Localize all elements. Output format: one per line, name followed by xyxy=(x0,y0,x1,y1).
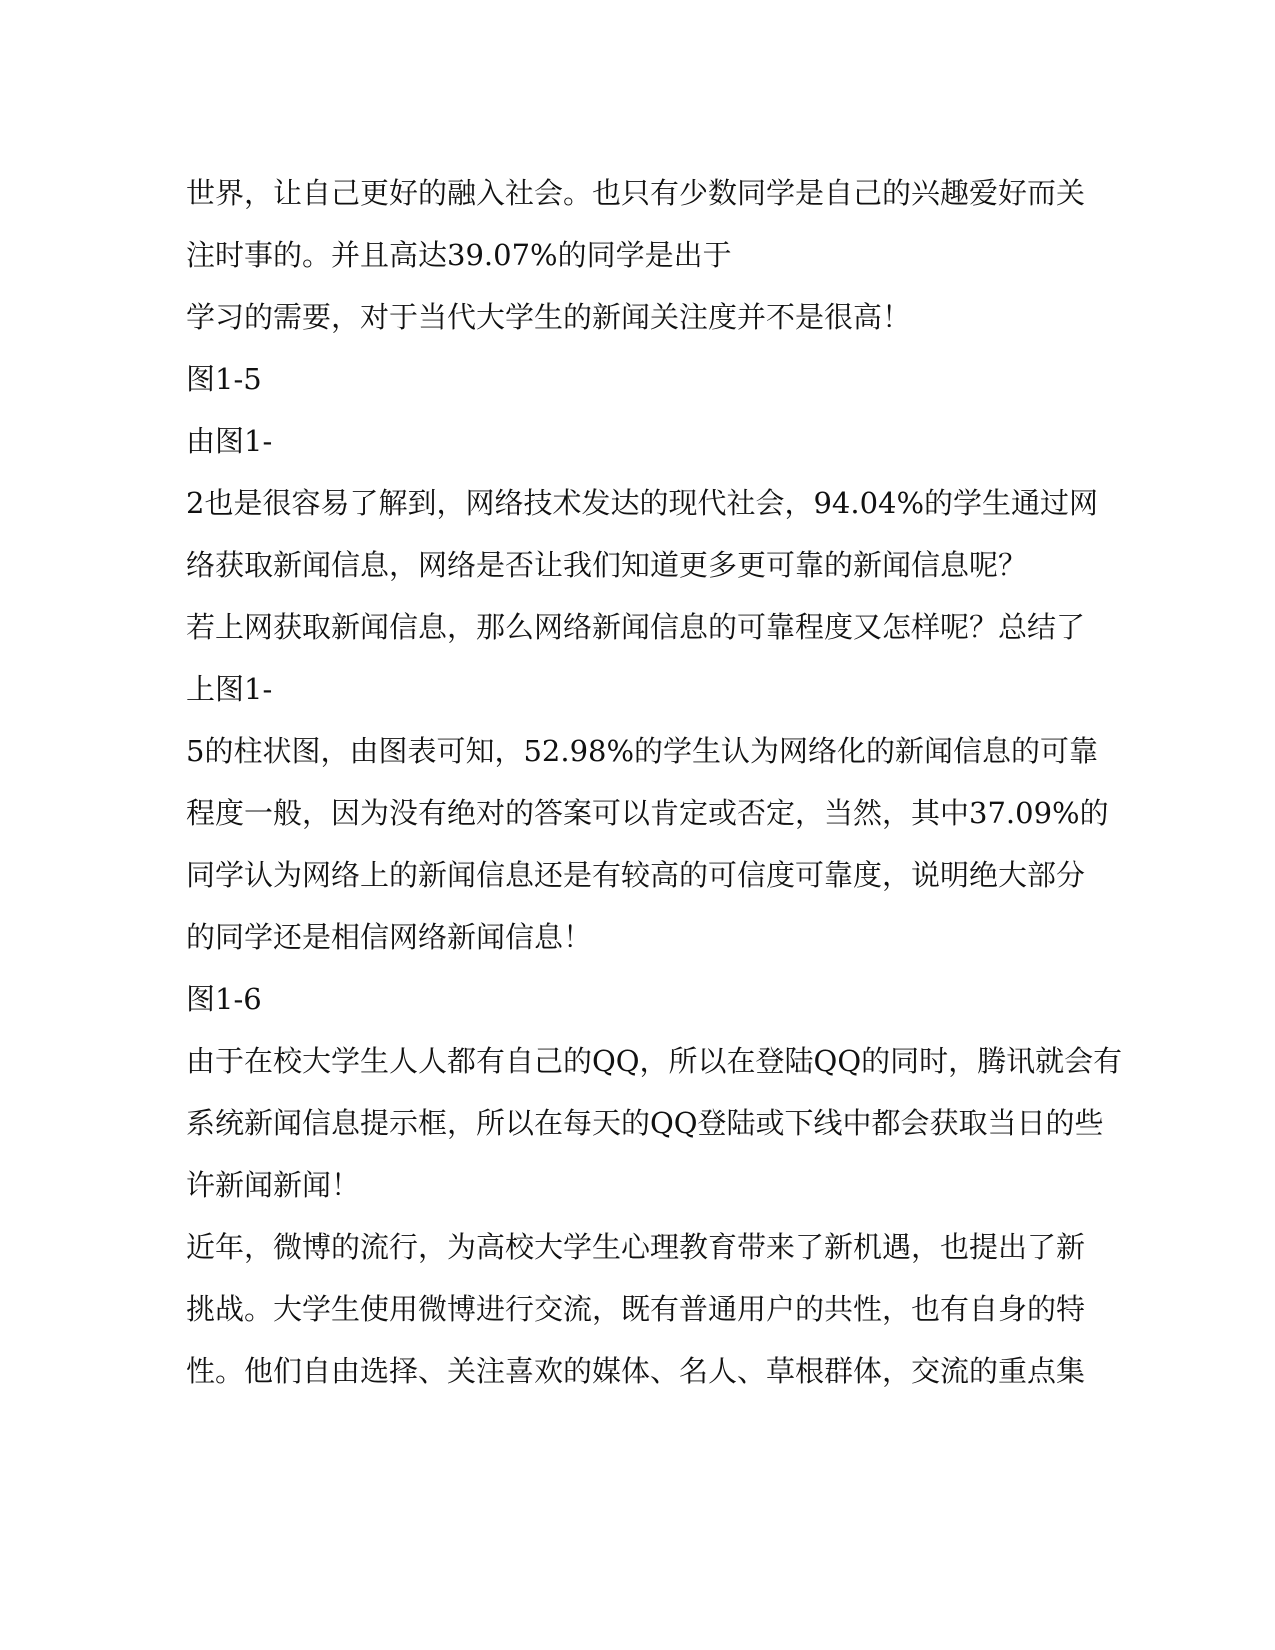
text-line: 系统新闻信息提示框，所以在每天的QQ登陆或下线中都会获取当日的些 xyxy=(186,1106,1104,1140)
text-line: 程度一般，因为没有绝对的答案可以肯定或否定，当然，其中37.09%的 xyxy=(186,796,1109,830)
text-line: 5的柱状图，由图表可知，52.98%的学生认为网络化的新闻信息的可靠 xyxy=(186,734,1099,768)
text-line: 世界，让自己更好的融入社会。也只有少数同学是自己的兴趣爱好而关 xyxy=(186,176,1086,210)
body-text xyxy=(186,162,1123,1402)
text-line: 近年，微博的流行，为高校大学生心理教育带来了新机遇，也提出了新 xyxy=(186,1230,1086,1264)
figure-caption: 图1-5 xyxy=(186,362,262,396)
text-line: 挑战。大学生使用微博进行交流，既有普通用户的共性，也有自身的特 xyxy=(186,1292,1086,1326)
text-line: 性。他们自由选择、关注喜欢的媒体、名人、草根群体，交流的重点集 xyxy=(186,1354,1086,1388)
text-line: 络获取新闻信息，网络是否让我们知道更多更可靠的新闻信息呢？ xyxy=(186,548,1028,582)
text-line: 同学认为网络上的新闻信息还是有较高的可信度可靠度，说明绝大部分 xyxy=(186,858,1086,892)
text-line: 若上网获取新闻信息，那么网络新闻信息的可靠程度又怎样呢？总结了 xyxy=(186,610,1086,644)
text-line: 的同学还是相信网络新闻信息！ xyxy=(186,920,593,954)
text-line: 2也是很容易了解到，网络技术发达的现代社会，94.04%的学生通过网 xyxy=(186,486,1099,520)
text-line: 由图1- xyxy=(186,424,273,458)
text-line: 注时事的。并且高达39.07%的同学是出于 xyxy=(186,238,732,272)
text-line: 由于在校大学生人人都有自己的QQ，所以在登陆QQ的同时，腾讯就会有 xyxy=(186,1044,1123,1078)
text-line: 学习的需要，对于当代大学生的新闻关注度并不是很高！ xyxy=(186,300,912,334)
text-line: 上图1- xyxy=(186,672,273,706)
figure-caption: 图1-6 xyxy=(186,982,262,1016)
text-line: 许新闻新闻！ xyxy=(186,1168,361,1202)
